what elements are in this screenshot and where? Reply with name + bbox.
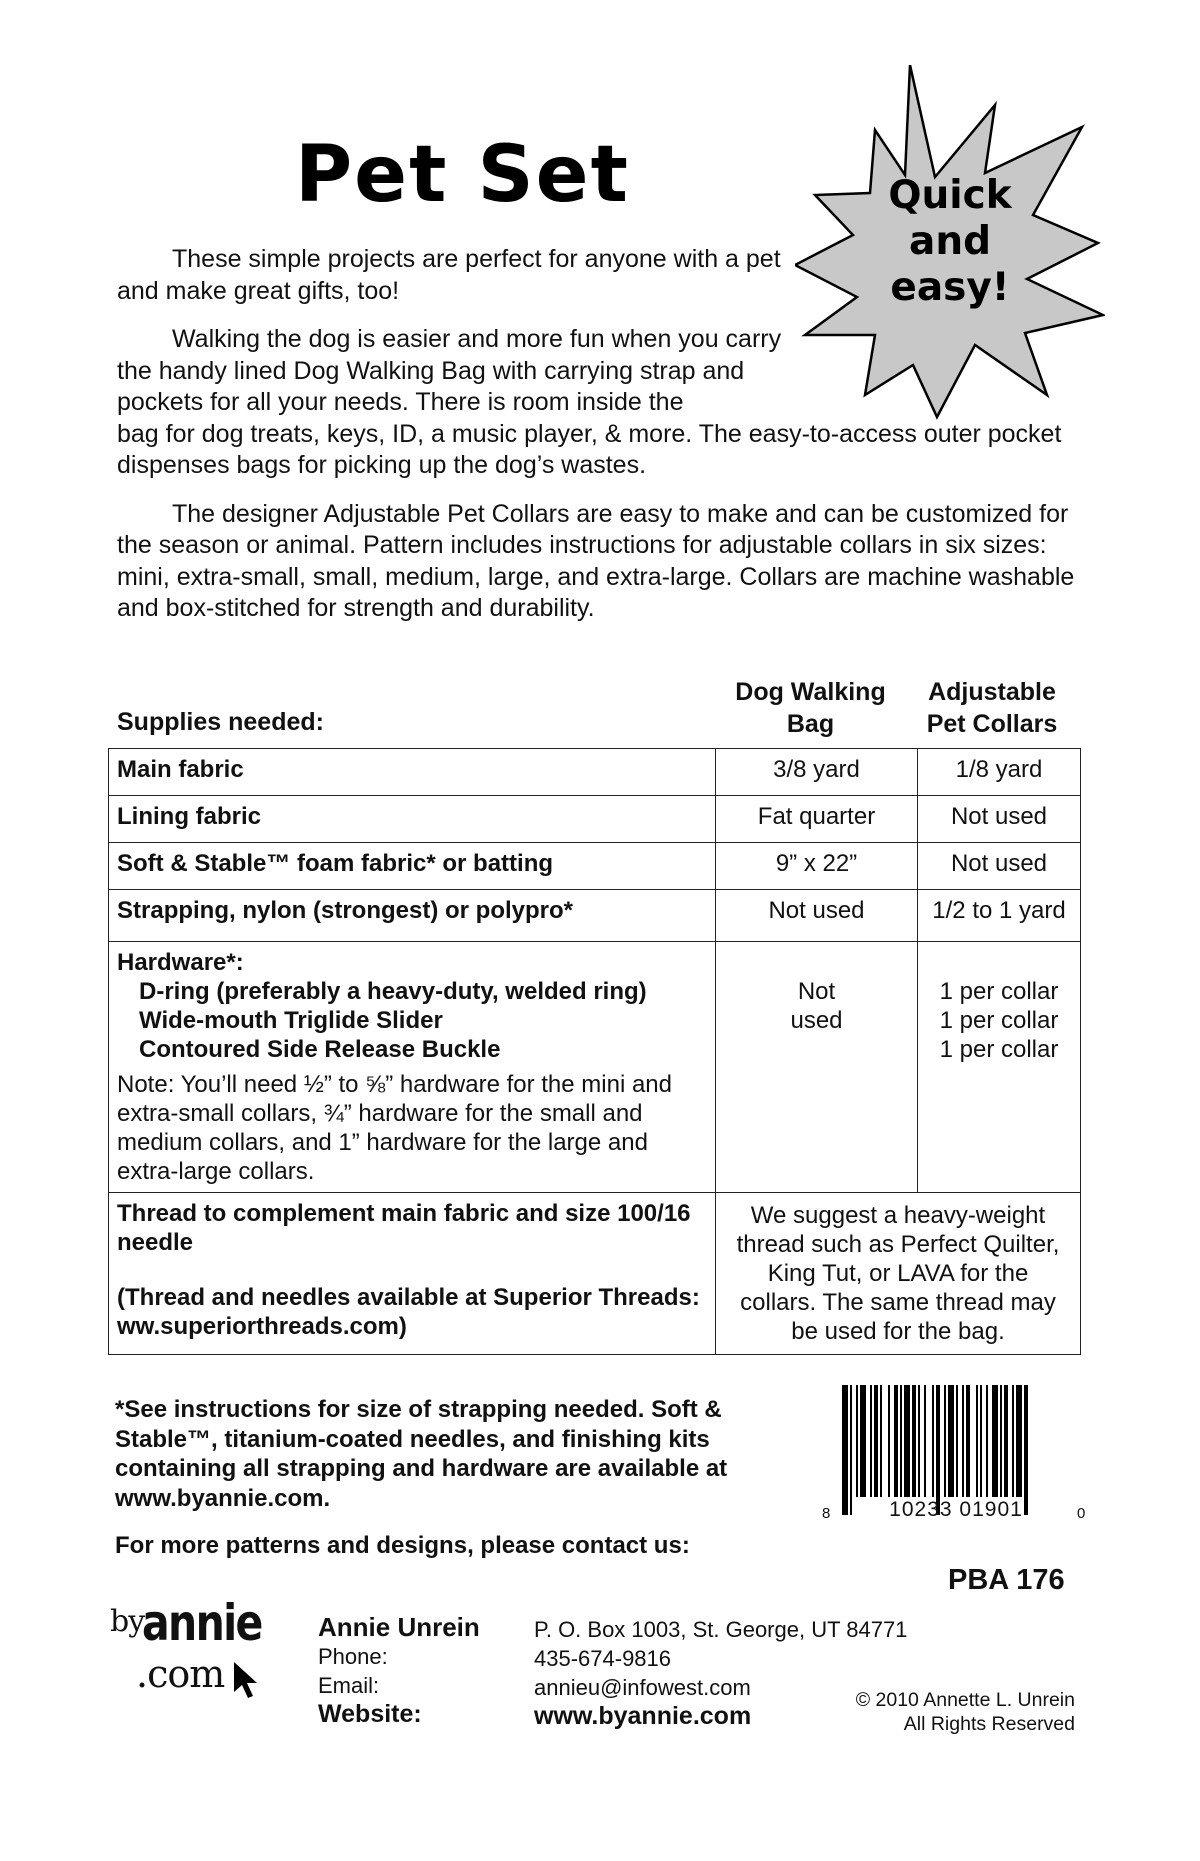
barcode-bar xyxy=(948,1385,954,1497)
email-label: Email: xyxy=(318,1673,380,1698)
column-header-dog-walking-bag xyxy=(718,676,903,740)
hardware-collar-qty: 1 per collar xyxy=(939,978,1059,1005)
thread-item: Thread to complement main fabric and size 100/16 needle xyxy=(117,1200,691,1256)
supply-item: Lining fabric xyxy=(109,796,716,843)
collar-quantity: Not used xyxy=(918,796,1081,843)
logo-by-text: by xyxy=(110,1604,145,1639)
thread-cell xyxy=(109,1193,716,1355)
barcode-bar xyxy=(860,1385,866,1497)
barcode-bar xyxy=(850,1385,852,1515)
barcode-bar xyxy=(894,1385,898,1497)
barcode-bar xyxy=(880,1385,882,1497)
cursor-arrow-icon xyxy=(232,1660,260,1700)
hardware-collar-qty: 1 per collar xyxy=(939,1007,1059,1034)
contact-phone: 435-674-9816 xyxy=(534,1646,672,1671)
hardware-label: Hardware*: xyxy=(117,949,244,976)
thread-availability-note: (Thread and needles available at Superior Threads: ww.superiorthreads.com) xyxy=(117,1284,700,1340)
supply-item: Strapping, nylon (strongest) or polypro* xyxy=(109,890,716,942)
hardware-bag-line-2: used xyxy=(790,1007,843,1034)
byannie-logo xyxy=(110,1594,290,1710)
contact-email[interactable]: annieu@infowest.com xyxy=(534,1675,751,1700)
bag-quantity: Fat quarter xyxy=(716,796,918,843)
intro-paragraph-2-end: bag for dog treats, keys, ID, a music player, & more. The easy-to-access outer pocket dispenses bags for picking up the dog’s wastes. xyxy=(117,419,1062,479)
logo-com-text: .com xyxy=(136,1652,225,1696)
barcode-bar xyxy=(956,1385,958,1497)
badge-line-and: and xyxy=(909,219,991,264)
barcode-bar xyxy=(924,1385,926,1497)
barcode-bar xyxy=(1024,1385,1028,1515)
badge-line-quick: Quick xyxy=(888,173,1012,218)
phone-label: Phone: xyxy=(318,1644,388,1669)
barcode-bar xyxy=(1000,1385,1002,1497)
barcode-bar xyxy=(1004,1385,1008,1497)
hardware-bag-cell xyxy=(716,942,918,1193)
table-row-hardware xyxy=(109,942,1081,1193)
hardware-collar-cell xyxy=(918,942,1081,1193)
barcode-bar xyxy=(904,1385,910,1497)
table-row-thread xyxy=(109,1193,1081,1355)
barcode-bar xyxy=(1016,1385,1022,1497)
supplies-needed-label: Supplies needed: xyxy=(117,708,324,736)
collar-quantity: 1/2 to 1 yard xyxy=(918,890,1081,942)
product-code: PBA 176 xyxy=(948,1564,1065,1596)
barcode-bar xyxy=(900,1385,902,1497)
table-row xyxy=(109,843,1081,890)
column-header-collar-line-2: Pet Collars xyxy=(926,710,1058,738)
barcode-bar xyxy=(980,1385,982,1497)
intro-paragraph-2 xyxy=(117,324,1117,482)
table-row xyxy=(109,796,1081,843)
copyright-line-1: © 2010 Annette L. Unrein xyxy=(855,1689,1075,1711)
collar-quantity: Not used xyxy=(918,843,1081,890)
intro-text xyxy=(117,244,1077,642)
contact-address: P. O. Box 1003, St. George, UT 84771 xyxy=(534,1617,908,1642)
contact-name: Annie Unrein xyxy=(318,1612,480,1642)
hardware-note: Note: You’ll need ½” to ⅝” hardware for the mini and extra-small collars, ¾” hardware for the small and medium collars, and 1” hardware for the large and extra-large collars. xyxy=(117,1071,672,1185)
barcode-bar xyxy=(870,1385,872,1497)
supply-item: Main fabric xyxy=(109,749,716,796)
barcode-bar xyxy=(944,1385,946,1497)
barcode-bar xyxy=(966,1385,970,1497)
intro-paragraph-2-start: Walking the dog is easier and more fun when you carry the handy lined Dog Walking Bag with carrying strap and pockets for all your needs. There is room inside the xyxy=(117,325,782,416)
collar-quantity: 1/8 yard xyxy=(918,749,1081,796)
supply-item: Soft & Stable™ foam fabric* or batting xyxy=(109,843,716,890)
barcode-bar xyxy=(992,1385,998,1497)
page-title: Pet Set xyxy=(295,130,630,220)
barcode xyxy=(822,1385,1090,1540)
hardware-bag-line-1: Not xyxy=(797,978,836,1005)
badge-line-easy: easy! xyxy=(890,265,1010,310)
column-header-bag-line-2: Bag xyxy=(786,710,835,738)
barcode-bar xyxy=(888,1385,890,1497)
barcode-bar xyxy=(936,1385,940,1515)
contact-website-link[interactable]: www.byannie.com xyxy=(534,1702,752,1730)
website-label: Website: xyxy=(318,1700,422,1728)
column-header-bag-line-1: Dog Walking xyxy=(735,678,886,706)
barcode-number: 10233 01901 xyxy=(889,1498,1023,1521)
barcode-bar xyxy=(912,1385,916,1497)
barcode-bar xyxy=(856,1385,858,1497)
barcode-bar xyxy=(976,1385,978,1497)
bag-quantity: 3/8 yard xyxy=(716,749,918,796)
hardware-item-buckle: Contoured Side Release Buckle xyxy=(139,1036,501,1063)
intro-paragraph-1: These simple projects are perfect for anyone with a pet and make great gifts, too! xyxy=(117,245,781,305)
bag-quantity: Not used xyxy=(716,890,918,942)
contact-prompt: For more patterns and designs, please contact us: xyxy=(115,1532,690,1559)
barcode-bar xyxy=(932,1385,934,1497)
copyright-line-2: All Rights Reserved xyxy=(903,1713,1075,1735)
barcode-right-digit: 0 xyxy=(1077,1505,1086,1522)
barcode-bar xyxy=(962,1385,964,1497)
hardware-item-d-ring: D-ring (preferably a heavy-duty, welded ring) xyxy=(139,978,647,1005)
thread-suggestion: We suggest a heavy-weight thread such as Perfect Quilter, King Tut, or LAVA for the collars. The same thread may be used for the bag. xyxy=(716,1193,1081,1355)
copyright xyxy=(830,1688,1075,1736)
table-row xyxy=(109,749,1081,796)
intro-paragraph-3: The designer Adjustable Pet Collars are easy to make and can be customized for the season or animal. Pattern includes instructions for adjustable collars in six sizes: mini, extra-small, small, medium, large, and extra-large. Collars are machine washable and box-stitched for strength and durability. xyxy=(117,499,1075,622)
hardware-collar-qty: 1 per collar xyxy=(939,1036,1059,1063)
column-header-collar-line-1: Adjustable xyxy=(928,678,1056,706)
barcode-bar xyxy=(918,1385,920,1497)
bag-quantity: 9” x 22” xyxy=(716,843,918,890)
barcode-left-digit: 8 xyxy=(822,1505,831,1522)
barcode-bar xyxy=(842,1385,848,1515)
hardware-item-triglide: Wide-mouth Triglide Slider xyxy=(139,1007,443,1034)
column-header-pet-collars xyxy=(903,676,1081,740)
supplies-table xyxy=(108,748,1081,1355)
barcode-bar xyxy=(1012,1385,1014,1497)
table-row xyxy=(109,890,1081,942)
strapping-footnote: *See instructions for size of strapping needed. Soft & Stable™, titanium-coated needles, and finishing kits containing all strapping and hardware are available at www.byannie.com. xyxy=(115,1396,728,1512)
barcode-bar xyxy=(986,1385,988,1497)
logo-annie-text: annie xyxy=(142,1594,262,1652)
contact-labels xyxy=(318,1613,480,1729)
hardware-cell xyxy=(109,942,716,1193)
barcode-bar xyxy=(874,1385,878,1497)
